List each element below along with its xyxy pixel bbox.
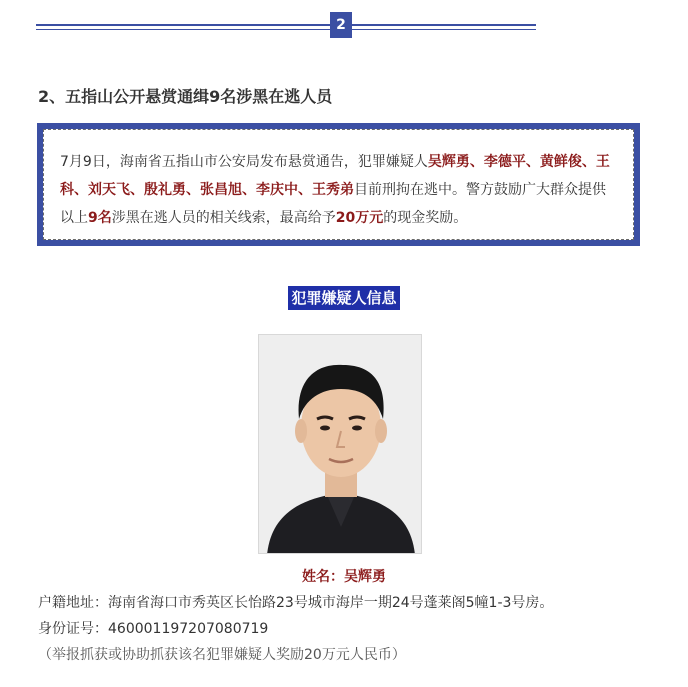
id-line	[38, 618, 268, 638]
portrait-photo-icon	[259, 335, 422, 554]
section-divider	[36, 12, 536, 38]
section-title-row	[0, 286, 688, 310]
suspect-names: 吴辉勇、李德平、黄鲜俊、王科、刘天飞、殷礼勇、张昌旭、李庆中、王秀弟	[60, 154, 610, 198]
address-value: 海南省海口市秀英区长怡路23号城市海岸一期24号蓬莱阁5幢1-3号房。	[108, 595, 554, 611]
address-label: 户籍地址：	[38, 595, 108, 611]
suspect-photo	[258, 334, 422, 554]
divider-line-thin	[36, 29, 536, 30]
article-heading: 2、五指山公开悬赏通缉9名涉黑在逃人员	[38, 87, 333, 106]
id-value: 460001197207080719	[108, 621, 269, 637]
notice-text	[43, 129, 634, 240]
suspect-name: 吴辉勇	[344, 569, 386, 585]
notice-segment: 涉黑在逃人员的相关线索，最高给予	[111, 210, 336, 226]
reward-amount: 20万元	[335, 210, 384, 226]
notice-segment: 目前刑拘在逃中。警方鼓励广大群众提供以上	[60, 182, 606, 226]
notice-segment: 的现金奖励。	[383, 210, 468, 226]
section-number-badge: 2	[330, 12, 352, 38]
section-title: 犯罪嫌疑人信息	[288, 286, 399, 310]
name-label: 姓名：	[302, 569, 344, 585]
suspect-count: 9名	[88, 210, 112, 226]
id-label: 身份证号：	[38, 621, 108, 637]
divider-line	[36, 24, 536, 26]
notice-box	[37, 123, 640, 246]
suspect-name-row	[0, 566, 688, 586]
address-line	[38, 592, 553, 612]
reward-note: （举报抓获或协助抓获该名犯罪嫌疑人奖励20万元人民币）	[38, 647, 406, 663]
notice-segment: 7月9日，海南省五指山市公安局发布悬赏通告，犯罪嫌疑人	[60, 154, 428, 170]
